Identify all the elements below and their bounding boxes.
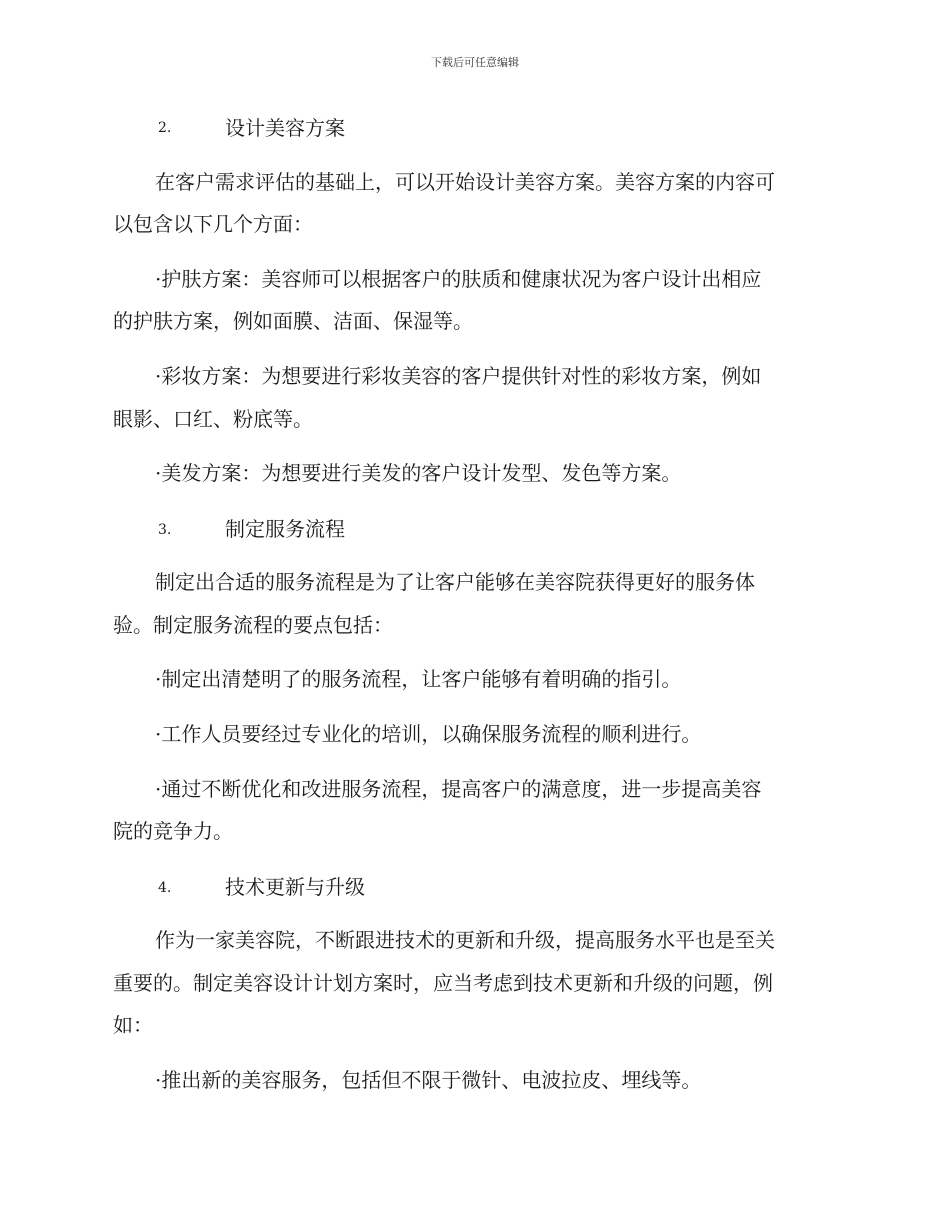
page-header: 下载后可任意编辑 (431, 56, 519, 69)
paragraph-line: 验。制定服务流程的要点包括： (113, 613, 393, 637)
section-heading: 技术更新与升级 (225, 875, 365, 899)
bullet-line: 眼影、口红、粉底等。 (113, 407, 313, 431)
bullet-line: ·制定出清楚明了的服务流程，让客户能够有着明确的指引。 (155, 667, 682, 691)
paragraph-line: 如： (113, 1013, 153, 1037)
bullet-line: 的护肤方案，例如面膜、洁面、保湿等。 (113, 309, 473, 333)
bullet-line: ·推出新的美容服务，包括但不限于微针、电波拉皮、埋线等。 (155, 1068, 702, 1092)
bullet-line: ·工作人员要经过专业化的培训，以确保服务流程的顺利进行。 (155, 722, 702, 746)
bullet-line: ·美发方案：为想要进行美发的客户设计发型、发色等方案。 (155, 461, 682, 485)
section-heading: 制定服务流程 (225, 517, 345, 541)
paragraph-line: 制定出合适的服务流程是为了让客户能够在美容院获得更好的服务体 (155, 570, 755, 594)
section-number: 4. (158, 880, 172, 896)
bullet-line: ·通过不断优化和改进服务流程，提高客户的满意度，进一步提高美容 (155, 777, 762, 801)
bullet-line: ·彩妆方案：为想要进行彩妆美容的客户提供针对性的彩妆方案，例如 (155, 364, 762, 388)
section-number: 2. (158, 120, 172, 136)
paragraph-line: 重要的。制定美容设计计划方案时，应当考虑到技术更新和升级的问题，例 (113, 971, 773, 995)
section-number: 3. (158, 522, 172, 538)
section-heading: 设计美容方案 (225, 116, 345, 140)
paragraph-line: 在客户需求评估的基础上，可以开始设计美容方案。美容方案的内容可 (155, 170, 775, 194)
bullet-line: 院的竞争力。 (113, 819, 233, 843)
bullet-line: ·护肤方案：美容师可以根据客户的肤质和健康状况为客户设计出相应 (155, 267, 762, 291)
paragraph-line: 作为一家美容院，不断跟进技术的更新和升级，提高服务水平也是至关 (155, 928, 775, 952)
paragraph-line: 以包含以下几个方面： (113, 212, 313, 236)
